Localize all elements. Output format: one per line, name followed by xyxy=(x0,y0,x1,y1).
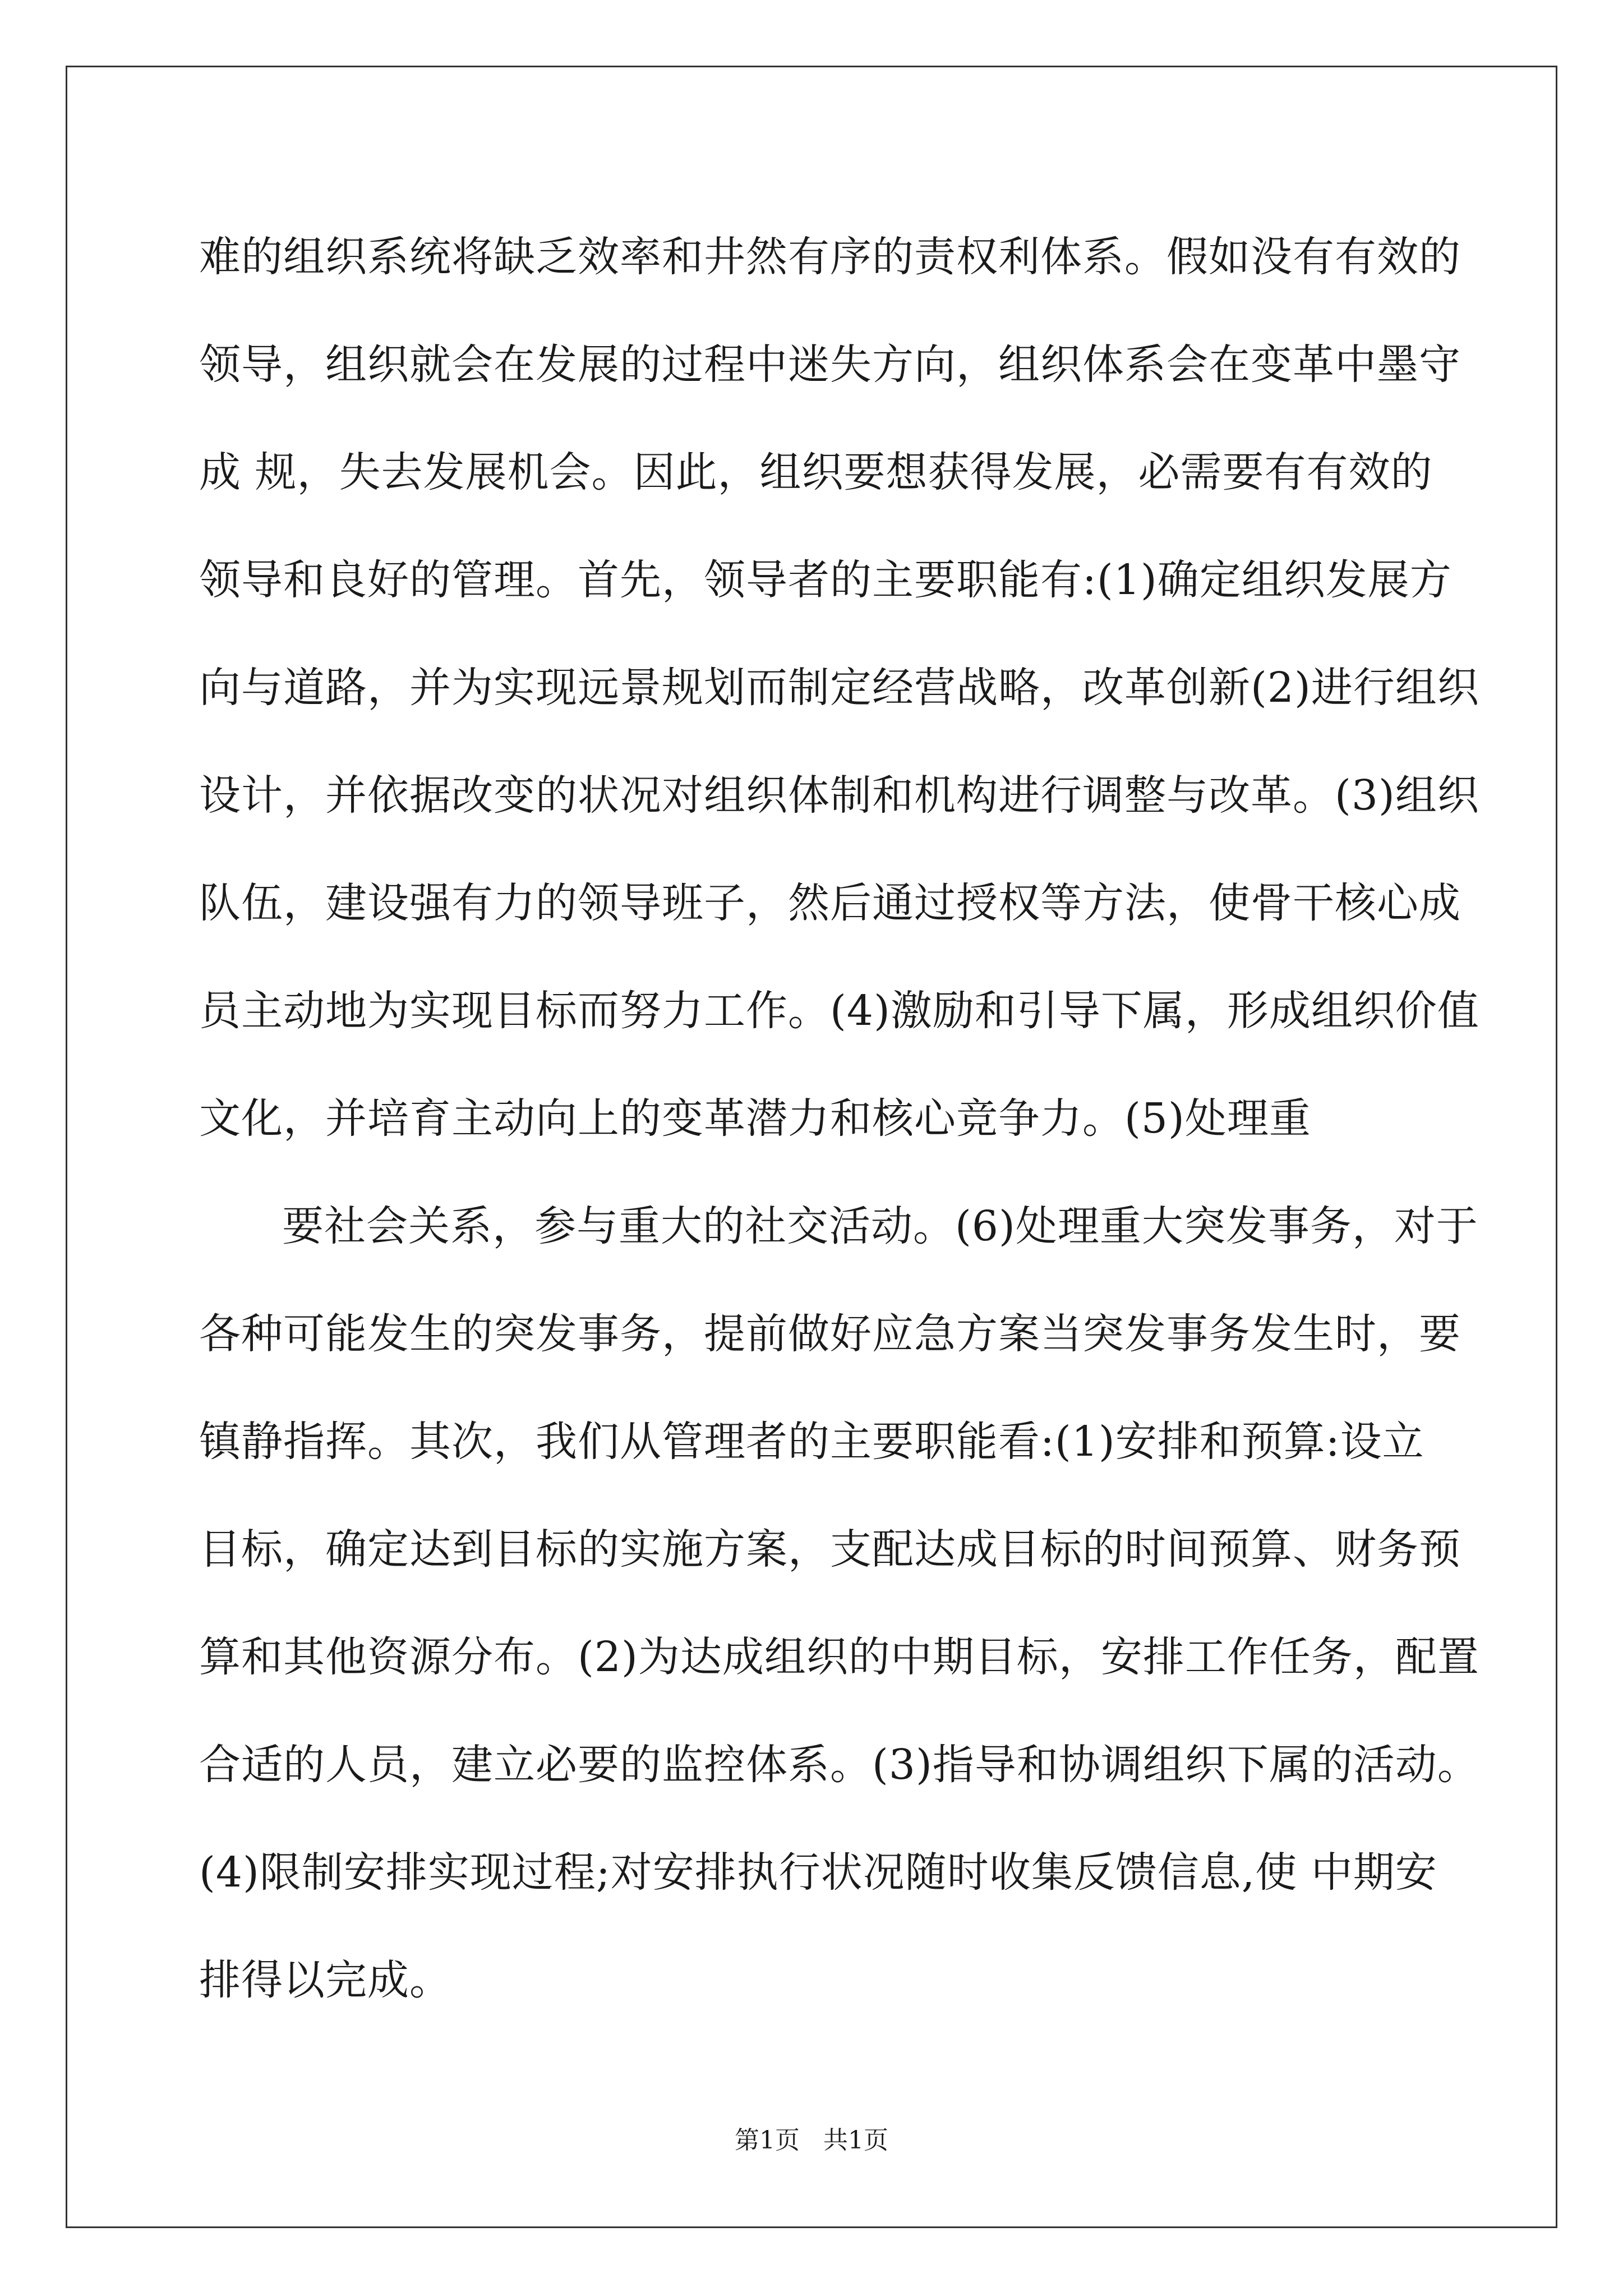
text-line: 各种可能发生的突发事务，提前做好应急方案当突发事务发生时，要 xyxy=(199,1310,1461,1358)
text-line: 文化，并培育主动向上的变革潜力和核心竞争力。(5)处理重 xyxy=(199,1094,1311,1143)
text-line: 领导和良好的管理。首先，领导者的主要职能有:(1)确定组织发展方 xyxy=(199,556,1452,604)
text-line: 合适的人员，建立必要的监控体系。(3)指导和协调组织下属的活动。 xyxy=(199,1741,1479,1789)
text-line: 排得以完成。 xyxy=(199,1956,451,2004)
text-line: 成 规，失去发展机会。因此，组织要想获得发展，必需要有有效的 xyxy=(199,448,1433,496)
text-line: 队伍，建设强有力的领导班子，然后通过授权等方法，使骨干核心成 xyxy=(199,879,1461,927)
text-line: 设计，并依据改变的状况对组织体制和机构进行调整与改革。(3)组织 xyxy=(199,771,1479,820)
text-line: 算和其他资源分布。(2)为达成组织的中期目标，安排工作任务，配置 xyxy=(199,1633,1479,1681)
page-number: 第1页 共1页 xyxy=(735,2126,888,2155)
document-body xyxy=(199,203,1479,2034)
text-line: 目标，确定达到目标的实施方案，支配达成目标的时间预算、财务预 xyxy=(199,1525,1461,1573)
text-line: 向与道路，并为实现远景规划而制定经营战略，改革创新(2)进行组织 xyxy=(199,664,1479,712)
text-line: 员主动地为实现目标而努力工作。(4)激励和引导下属，形成组织价值 xyxy=(199,987,1479,1035)
text-line: (4)限制安排实现过程;对安排执行状况随时收集反馈信息,使 中期安 xyxy=(199,1848,1437,1897)
paragraph-first-line: 要社会关系，参与重大的社交活动。(6)处理重大突发事务，对于 xyxy=(282,1202,1478,1250)
text-line: 难的组织系统将缺乏效率和井然有序的责权利体系。假如没有有效的 xyxy=(199,233,1461,281)
text-line: 领导，组织就会在发展的过程中迷失方向，组织体系会在变革中墨守 xyxy=(199,341,1461,389)
text-line: 镇静指挥。其次，我们从管理者的主要职能看:(1)安排和预算:设立 xyxy=(199,1418,1424,1466)
